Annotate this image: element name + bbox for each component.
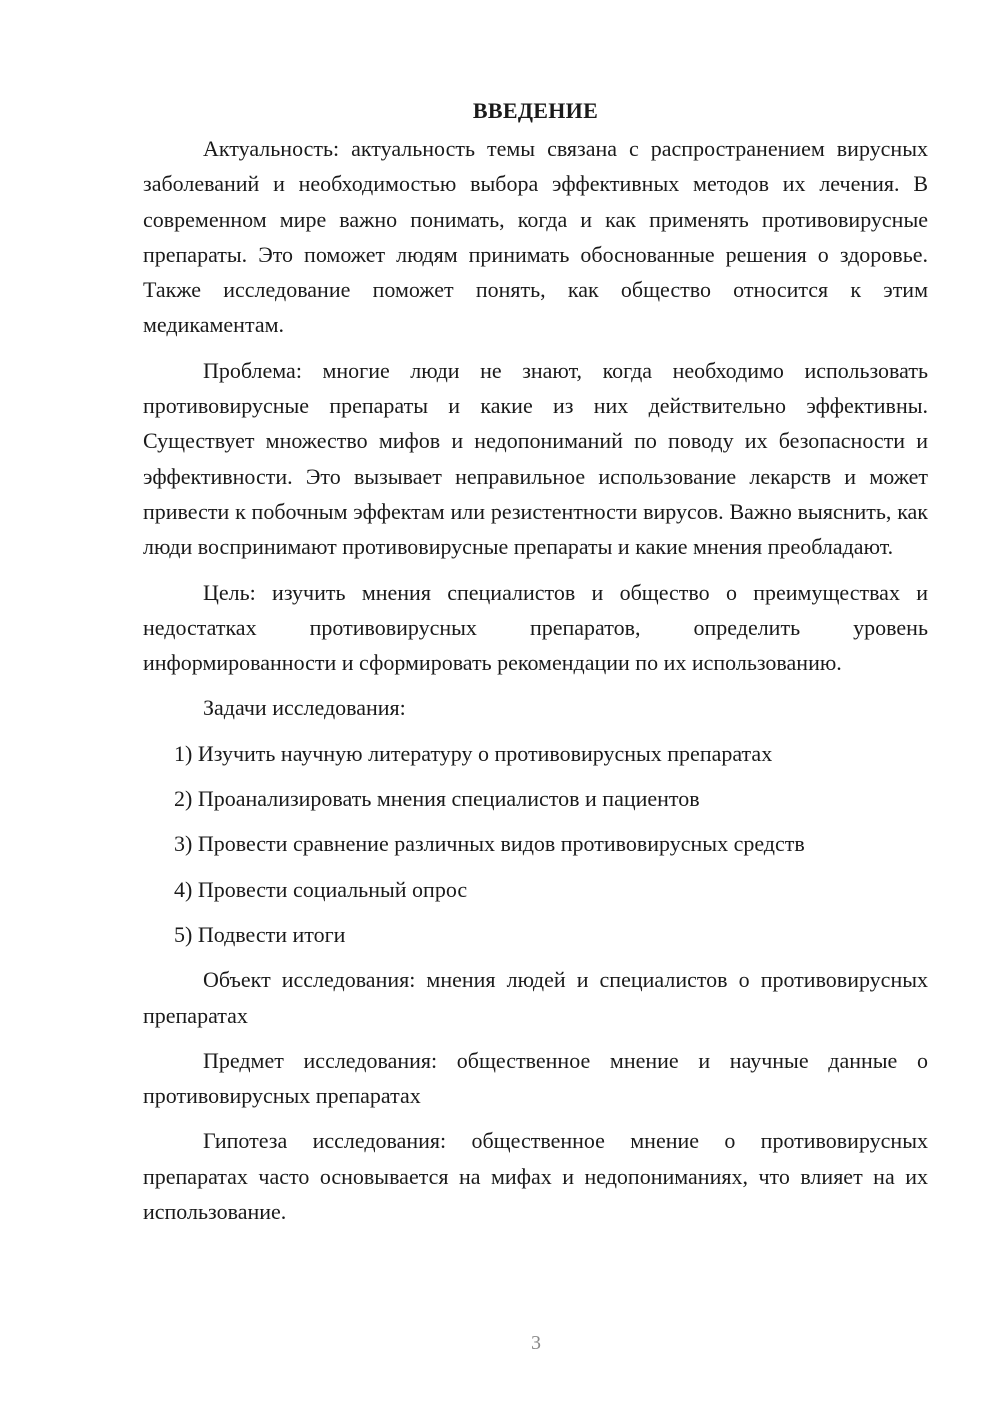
tasks-heading: Задачи исследования: [203,695,406,721]
subject-paragraph: Предмет исследования: общественное мнение и научные данные о противовирусных препаратах [143,1047,928,1109]
relevance-paragraph: Актуальность: актуальность темы связана с распространением вирусных заболеваний и необходимостью выбора эффективных методов их лечения. В современном мире важно понимать, когда и как применять противовирусные препараты. Это поможет людям принимать обоснованные решения о здоровье. Также исследование поможет понять, как общество относится к этим медикаментам. [143,136,928,338]
task-item: 4) Провести социальный опрос [174,876,468,902]
task-item: 3) Провести сравнение различных видов противовирусных средств [174,831,805,857]
tasks-list [143,736,928,952]
goal-paragraph: Цель: изучить мнения специалистов и общество о преимуществах и недостатках противовирусных препаратов, определить уровень информированности и сформировать рекомендации по их использованию. [143,579,928,676]
task-item: 5) Подвести итоги [174,921,346,947]
page-title: ВВЕДЕНИЕ [472,98,599,123]
hypothesis-paragraph: Гипотеза исследования: общественное мнение о противовирусных препаратах часто основывается на мифах и недопониманиях, что влияет на их использование. [143,1128,928,1225]
problem-paragraph: Проблема: многие люди не знают, когда необходимо использовать противовирусные препараты и какие из них действительно эффективны. Существует множество мифов и недопониманий по поводу их безопасности и эффективности. Это вызывает неправильное использование лекарств и может привести к побочным эффектам или резистентности вирусов. Важно выяснить, как люди воспринимают противовирусные препараты и какие мнения преобладают. [143,357,928,560]
object-paragraph: Объект исследования: мнения людей и специалистов о противовирусных препаратах [143,967,928,1028]
page-body [143,91,928,1239]
task-item: 1) Изучить научную литературу о противовирусных препаратах [174,740,773,766]
task-item: 2) Проанализировать мнения специалистов и пациентов [174,786,700,812]
page-number: 3 [531,1332,541,1354]
